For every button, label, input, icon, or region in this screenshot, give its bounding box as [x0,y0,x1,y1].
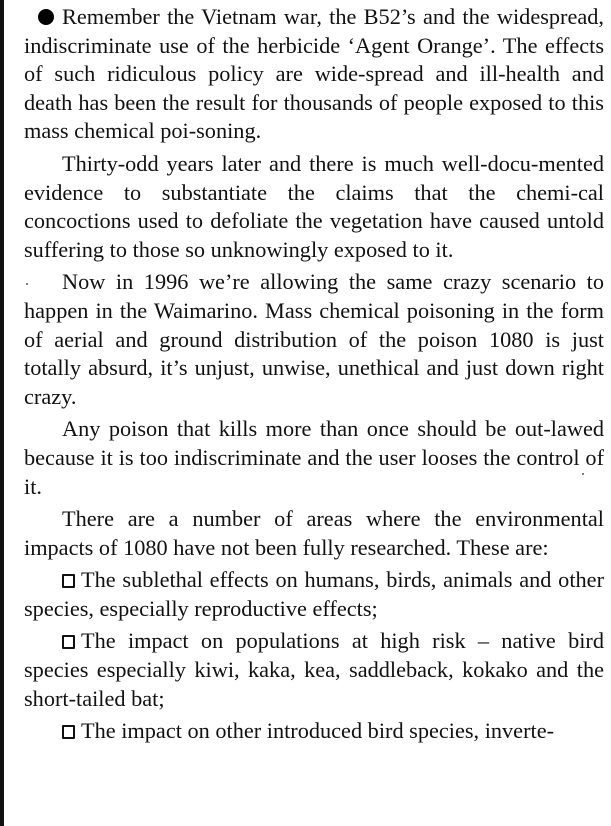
paragraph-thirty-years [24,150,604,264]
paragraph-vietnam [24,3,604,146]
paragraph-poison [24,415,604,501]
empty-checkbox-icon [62,725,75,739]
paragraph-text: Remember the Vietnam war, the B52’s and the widespread, indiscriminate use of the herbicide ‘Agent Orange’. The effects of such ridiculous policy are wide-spread and ill-health and death has been the result for thousands of people exposed to this mass chemical poi-soning. [24,4,604,144]
empty-checkbox-icon [62,635,75,649]
list-item [24,627,604,713]
list-item-text: The impact on populations at high risk – native bird species especially kiwi, kaka, kea, saddleback, kokako and the short-tailed bat; [24,628,604,711]
paragraph-waimarino [24,268,604,411]
paragraph-text: There are a number of areas where the environmental impacts of 1080 have not been fully researched. These are: [24,506,604,560]
paragraph-text: Now in 1996 we’re allowing the same crazy scenario to happen in the Waimarino. Mass chemical poisoning in the form of aerial and ground distribution of the poison 1080 is just totally absurd, it’s unjust, unwise, unethical and just down right crazy. [24,269,604,409]
filled-circle-bullet-icon [38,9,54,25]
page-edge-rule [0,0,4,826]
list-item-text: The sublethal effects on humans, birds, animals and other species, especially reproductive effects; [24,567,604,621]
paragraph-text: Any poison that kills more than once should be out-lawed because it is too indiscriminate and the user looses the control of it. [24,416,604,499]
article-body [24,3,604,750]
list-item-text: The impact on other introduced bird species, inverte- [81,718,555,744]
list-item [24,566,604,623]
paragraph-research-areas [24,505,604,562]
list-item [24,717,604,746]
empty-checkbox-icon [62,574,75,588]
paragraph-text: Thirty-odd years later and there is much well-docu-mented evidence to substantiate the claims that the chemi-cal concoctions used to defoliate the vegetation have caused untold suffering to those so unknowingly exposed to it. [24,150,604,262]
